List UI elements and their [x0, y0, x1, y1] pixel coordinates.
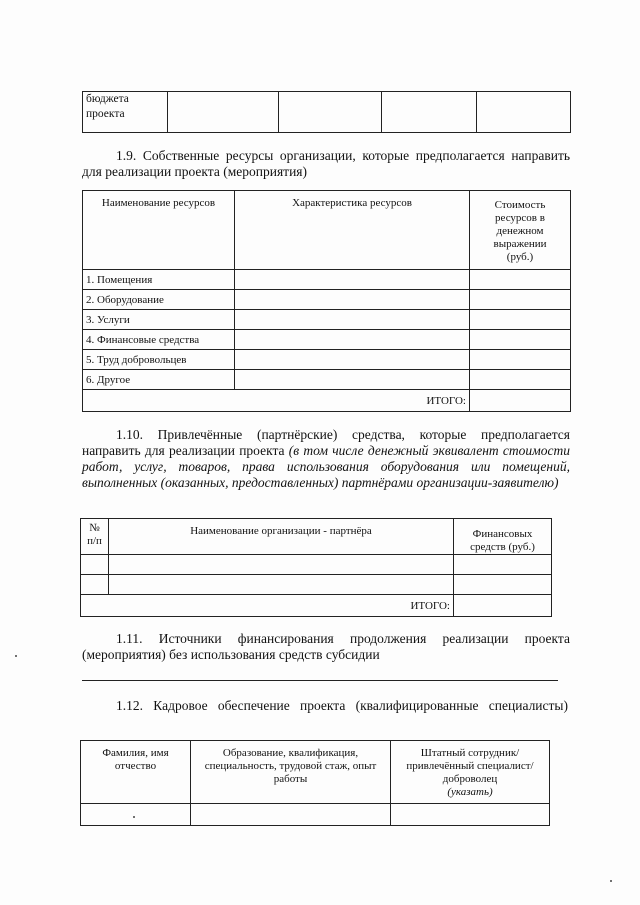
- resource-row-cell: [470, 310, 571, 330]
- partner-funds-table: [80, 518, 552, 617]
- staff-type-text: Штатный сотрудник/ привлечённый специалист/ доброволец: [406, 747, 534, 785]
- resource-row-label: 5. Труд добровольцев: [83, 350, 235, 370]
- section-1-10-main: 1.10. Привлечённые (партнёрские) средства, которые предполагается направить для реализации проекта: [82, 427, 570, 458]
- partner-row-cell: [109, 575, 454, 595]
- scan-speck: [133, 816, 135, 818]
- budget-table-fragment: [82, 91, 571, 133]
- staff-row-cell: [391, 804, 550, 826]
- resource-row-label: 6. Другое: [83, 370, 235, 390]
- resource-row-cell: [470, 330, 571, 350]
- staff-row-cell: [81, 804, 191, 826]
- budget-cell: [477, 92, 571, 133]
- col-header-resource-characteristics: Характеристика ресурсов: [235, 191, 470, 270]
- resource-row-label: 3. Услуги: [83, 310, 235, 330]
- col-header-number: № п/п: [81, 519, 109, 555]
- section-1-10-text: [82, 427, 570, 491]
- budget-cell: [168, 92, 279, 133]
- section-1-12-text: 1.12. Кадровое обеспечение проекта (квалифицированные специалисты): [116, 698, 568, 713]
- section-1-9-text: 1.9. Собственные ресурсы организации, которые предполагается направить для реализации проекта (мероприятия): [82, 148, 570, 179]
- resource-row-cell: [235, 350, 470, 370]
- col-header-full-name: Фамилия, имя отчество: [81, 741, 191, 804]
- resource-row-cell: [470, 370, 571, 390]
- total-value: [470, 390, 571, 412]
- budget-row-label: бюджета проекта: [83, 92, 168, 133]
- staff-table: [80, 740, 550, 826]
- resource-row-cell: [235, 270, 470, 290]
- partner-row-cell: [454, 575, 552, 595]
- section-1-10-italic: (в том числе денежный эквивалент стоимости работ, услуг, товаров, права использования оборудования или помещений, выполненных (оказанных, предоставленных) партнёрами организации-заявителю): [82, 443, 570, 490]
- partner-row-cell: [81, 555, 109, 575]
- resource-row-cell: [235, 290, 470, 310]
- resource-row-cell: [470, 290, 571, 310]
- col-header-education: Образование, квалификация, специальность, трудовой стаж, опыт работы: [191, 741, 391, 804]
- section-1-11-text: 1.11. Источники финансирования продолжения реализации проекта (мероприятия) без использования средств субсидии: [82, 631, 570, 662]
- col-header-partner-name: Наименование организации - партнёра: [109, 519, 454, 555]
- resource-row-cell: [235, 330, 470, 350]
- col-header-partner-funds: Финансовых средств (руб.): [454, 519, 552, 555]
- total-label: ИТОГО:: [83, 390, 470, 412]
- col-header-staff-type: [391, 741, 550, 804]
- resource-row-cell: [235, 370, 470, 390]
- resource-row-cell: [235, 310, 470, 330]
- budget-cell: [279, 92, 382, 133]
- resource-row-label: 1. Помещения: [83, 270, 235, 290]
- staff-row-cell: [191, 804, 391, 826]
- resource-row-cell: [470, 270, 571, 290]
- total-label: ИТОГО:: [81, 595, 454, 617]
- scan-speck: [610, 880, 612, 882]
- resource-row-cell: [470, 350, 571, 370]
- col-header-resource-name: Наименование ресурсов: [83, 191, 235, 270]
- partner-row-cell: [454, 555, 552, 575]
- partner-row-cell: [109, 555, 454, 575]
- own-resources-table: [82, 190, 571, 412]
- resource-row-label: 2. Оборудование: [83, 290, 235, 310]
- answer-line: [82, 680, 558, 681]
- resource-row-label: 4. Финансовые средства: [83, 330, 235, 350]
- staff-type-note: (указать): [447, 786, 493, 798]
- scan-speck: [15, 655, 17, 657]
- col-header-resource-cost: Стоимость ресурсов в денежном выражении (руб.): [470, 191, 571, 270]
- total-value: [454, 595, 552, 617]
- partner-row-cell: [81, 575, 109, 595]
- budget-cell: [382, 92, 477, 133]
